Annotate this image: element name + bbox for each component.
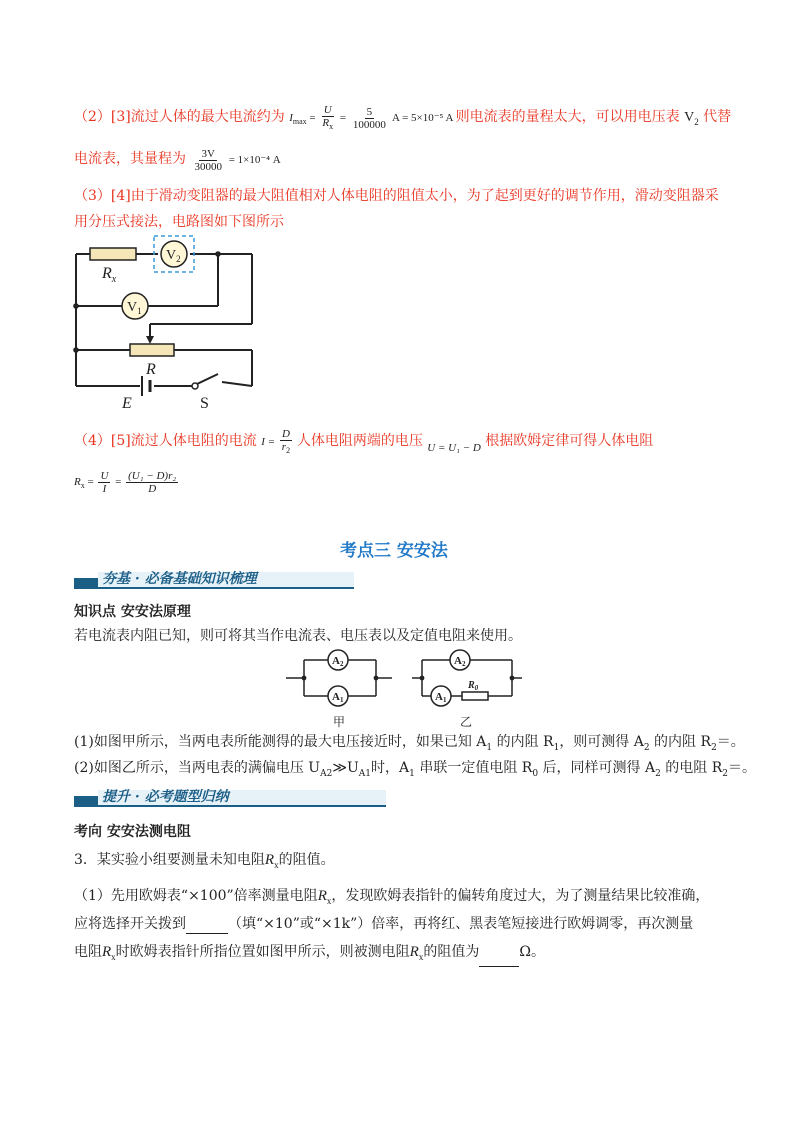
rx-label: $R_x$	[102, 265, 117, 285]
range-num: 3V	[201, 148, 215, 160]
i-lhs: I =	[261, 436, 276, 449]
rx-symbol	[265, 852, 279, 868]
part2-line2	[74, 148, 281, 173]
q3-line3-a: 应将选择开关拨到	[74, 916, 186, 932]
imax-symbol: I	[289, 112, 293, 125]
v2-sub: 2	[694, 116, 699, 127]
v2-symbol	[684, 110, 699, 125]
rx-lhs-sub: x	[80, 481, 85, 491]
item2-p7: ＝。	[728, 760, 757, 776]
r-den: r	[281, 441, 287, 453]
knowledge-text: 若电流表内阻已知，则可将其当作电流表、电压表以及定值电阻来使用。	[74, 628, 522, 644]
rx-sub: x	[326, 896, 332, 906]
rx-formula	[74, 470, 180, 495]
section-title: 考点三 安安法	[340, 541, 448, 561]
rx-letter: R	[102, 944, 112, 960]
junction-dot	[374, 676, 379, 681]
part4-prefix: （4）[5]流过人体电阻的电流	[74, 433, 257, 450]
imax-sub: max	[292, 117, 307, 127]
rx-lhs: R	[74, 476, 81, 489]
section-bar-foundation	[74, 568, 354, 590]
answer-blank-resistance[interactable]	[479, 952, 519, 967]
q3-line1-a: 3．某实验小组要测量未知电阻	[74, 852, 265, 868]
frac-num-u: U	[323, 104, 332, 116]
item1-p1: (1)如图甲所示，当两电表所能测得的最大电压接近时，如果已知 A	[74, 734, 487, 750]
rx-sub: x	[418, 952, 424, 962]
rx-letter: R	[317, 888, 327, 904]
q3-line2-b: ，发现欧姆表指针的偏转角度过大，为了测量结果比较准确，	[331, 888, 710, 904]
item1-p1-sub: 1	[486, 742, 493, 753]
item1-p2-sub: 1	[553, 742, 560, 753]
a1-label-yi: A1	[435, 691, 447, 704]
q3-line4-b: 时欧姆表指针所指位置如图甲所示，则被测电阻	[115, 944, 410, 960]
i-den: I	[102, 483, 107, 495]
part2-line1	[74, 104, 731, 133]
item1-p4: 的内阻 R	[649, 734, 712, 750]
range-den: 30000	[194, 161, 222, 173]
eq-sign-1: =	[309, 112, 316, 125]
item2-p2-sub: A1	[358, 768, 372, 779]
item2-p5: 后，同样可测得 A	[538, 760, 656, 776]
v1-meter-label: $V_1$	[127, 300, 142, 316]
rheostat	[130, 344, 174, 356]
junction-dot	[215, 251, 221, 257]
section-bar-improve	[74, 786, 386, 808]
item1-p2: 的内阻 R	[492, 734, 554, 750]
u-over-rx-fraction	[320, 104, 335, 133]
e-label: E	[122, 395, 132, 412]
part4-line1	[74, 428, 653, 457]
kaoxiang-heading: 考向 安安法测电阻	[74, 824, 191, 840]
rx-equation: $R_x$ = $\frac{U}{I}$ = $\frac{\text{(U₁ − D)r₂}}{D}$	[74, 470, 177, 495]
yi-label: 乙	[460, 715, 473, 729]
q3-line4-a: 电阻	[74, 944, 102, 960]
item2-p4-sub: 0	[532, 768, 539, 779]
final-den: D	[148, 483, 157, 495]
rx-letter: R	[409, 944, 419, 960]
u-num: U	[100, 470, 109, 482]
q3-line3	[74, 914, 693, 934]
final-num: (U₁ − D)r₂	[128, 470, 177, 482]
item2-p3-sub: 1	[409, 768, 415, 779]
item2-p3: 时，A	[371, 760, 410, 776]
d-num: D	[281, 428, 290, 440]
a1-label-jia: A1	[332, 691, 344, 704]
junction-dot	[302, 676, 307, 681]
item1-p3: ，则可测得 A	[559, 734, 644, 750]
imax-equation	[289, 104, 455, 132]
range-value: = 1×10⁻⁴ A	[228, 154, 281, 167]
rx-sub: x	[111, 952, 116, 962]
rx-resistor	[90, 248, 136, 260]
range-fraction	[192, 148, 224, 173]
item2-p2: ≫U	[332, 760, 359, 776]
answer-blank-multiplier[interactable]	[186, 919, 228, 934]
ohm-unit: Ω。	[519, 944, 545, 960]
current-equation	[261, 428, 297, 456]
part2-suffix: 代替	[703, 109, 732, 126]
part2-line2-prefix: 电流表，其量程为	[74, 151, 186, 168]
a2-label-jia: A2	[332, 655, 344, 668]
rx-symbol	[102, 944, 116, 960]
junction-dot	[510, 676, 515, 681]
voltage-equation: U = U₁ − D	[427, 442, 481, 455]
a2-label-yi: A2	[454, 655, 466, 668]
q3-line4-c: 的阻值为	[423, 944, 480, 960]
junction-dot	[73, 347, 79, 353]
five-over-100000-fraction	[351, 106, 388, 131]
frac-den-sub: x	[329, 122, 334, 132]
item2-p1-sub: A2	[320, 768, 333, 779]
part3-line2: 用分压式接法，电路图如下图所示	[74, 214, 284, 230]
item1-line	[74, 732, 745, 758]
item2-p6-sub: 2	[722, 768, 729, 779]
rx-symbol	[410, 944, 424, 960]
eq-sign-2: =	[339, 112, 347, 125]
u-over-i-fraction	[98, 470, 110, 495]
item1-p5: ＝。	[716, 734, 745, 750]
part2-prefix: （2）[3]流过人体的最大电流约为	[74, 109, 285, 126]
final-rx-fraction	[126, 470, 178, 495]
rx-symbol	[318, 888, 332, 904]
part3-line1: （3）[4]由于滑动变阻器的最大阻值相对人体电阻的阻值太小，为了起到更好的调节作用，滑动变阻器采	[74, 188, 719, 204]
current-value: A = 5×10⁻⁵ A	[391, 112, 453, 125]
item1-p3-sub: 2	[643, 742, 650, 753]
part4-mid: 人体电阻两端的电压	[296, 433, 423, 450]
r-den-sub: 2	[286, 446, 291, 456]
frac-den-r: R	[322, 117, 330, 129]
item2-p1: (2)如图乙所示，当两电表的满偏电压 U	[74, 760, 321, 776]
ammeter-circuits	[286, 648, 526, 730]
part2-mid: 则电流表的量程太大，可以用电压表	[455, 109, 680, 126]
q3-line2-a: （1）先用欧姆表“×100”倍率测量电阻	[74, 888, 318, 904]
part4-suffix: 根据欧姆定律可得人体电阻	[485, 433, 654, 450]
d-over-r2-fraction	[280, 428, 292, 457]
range-equation	[190, 148, 281, 173]
item1-p4-sub: 2	[711, 742, 717, 753]
q3-line3-b: （填“×10”或“×1k”）倍率，再将红、黑表笔短接进行欧姆调零，再次测量	[228, 916, 694, 932]
s-label: S	[200, 395, 209, 412]
r0-resistor	[462, 692, 488, 700]
slider-arrow	[146, 336, 154, 344]
q3-line1	[74, 850, 335, 875]
item2-p6: 的电阻 R	[660, 760, 723, 776]
v2-letter: V	[684, 110, 695, 126]
q3-line1-b: 的阻值。	[278, 852, 335, 868]
rx-sub: x	[274, 860, 279, 870]
frac-den-100000: 100000	[352, 119, 386, 132]
q3-line4	[74, 942, 545, 967]
r-label: R	[146, 361, 156, 378]
knowledge-heading: 知识点 安安法原理	[74, 604, 191, 620]
v2-meter-label: $V_2$	[166, 248, 181, 264]
frac-num-5: 5	[366, 106, 373, 119]
item2-line	[74, 758, 756, 784]
divider-circuit-diagram	[62, 232, 272, 412]
switch-lever	[197, 374, 218, 384]
item2-p4: 串联一定值电阻 R	[414, 760, 533, 776]
rx-letter: R	[264, 852, 275, 868]
bar2-label: 提升 · 必考题型归纳	[102, 789, 229, 805]
r0-label: $R_0$	[468, 680, 479, 692]
junction-dot	[420, 676, 425, 681]
junction-dot	[73, 303, 79, 309]
q3-line2	[74, 886, 709, 911]
bar1-label: 夯基 · 必备基础知识梳理	[102, 571, 257, 587]
item2-p5-sub: 2	[655, 768, 661, 779]
jia-label: 甲	[333, 715, 346, 729]
